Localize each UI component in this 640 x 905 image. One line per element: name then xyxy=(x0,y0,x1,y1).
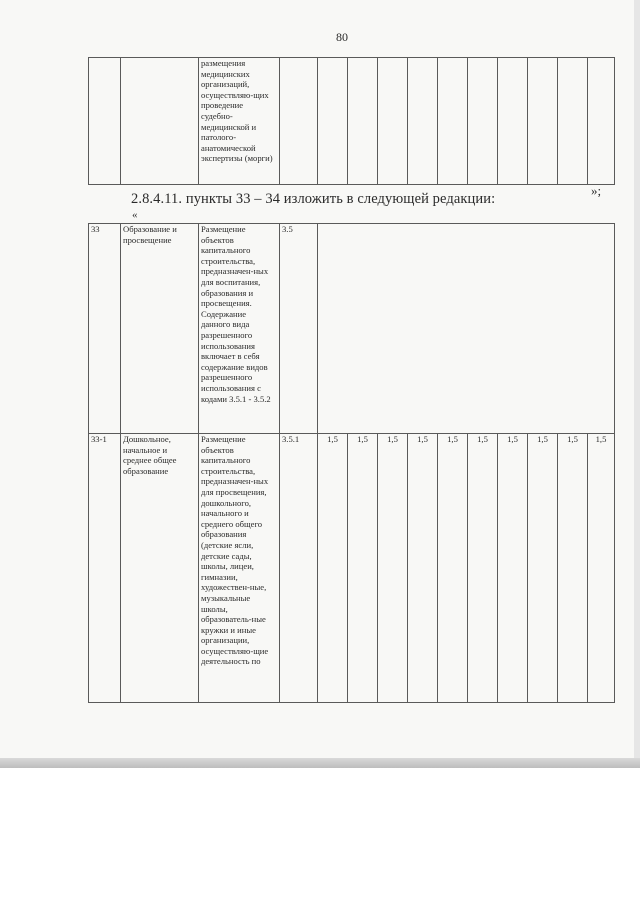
cell-value xyxy=(468,58,498,185)
parameter-value: 1,5 xyxy=(378,434,408,703)
use-name: Образование и просвещение xyxy=(121,224,199,434)
opening-quote: « xyxy=(132,209,138,221)
parameter-value: 1,5 xyxy=(318,434,348,703)
row-number: 33-1 xyxy=(89,434,121,703)
parameter-value: 1,5 xyxy=(438,434,468,703)
closing-quote: »; xyxy=(591,183,602,198)
cell-value xyxy=(558,58,588,185)
use-description: Размещение объектов капитального строительства, предназначен-ных для просвещения, дошкольного, начального и среднего общего образования (детские ясли, детские сады, школы, лицеи, гимназии, художествен-ные, музыкальные школы, образователь-ные кружки и иные организации, осуществляю-щие деятельность по xyxy=(199,434,280,703)
cell-value xyxy=(528,58,558,185)
use-code: 3.5.1 xyxy=(280,434,318,703)
parameter-value: 1,5 xyxy=(498,434,528,703)
scan-edge-right xyxy=(634,0,640,768)
section-heading: 2.8.4.11. пункты 33 – 34 изложить в следующей редакции: xyxy=(131,191,496,207)
use-code: 3.5 xyxy=(280,224,318,434)
table-row xyxy=(89,434,615,703)
row-number: 33 xyxy=(89,224,121,434)
cell-number xyxy=(89,58,121,185)
parameter-value: 1,5 xyxy=(528,434,558,703)
cell-value xyxy=(438,58,468,185)
merged-empty-cell xyxy=(318,224,615,434)
continued-table xyxy=(88,57,615,185)
scan-edge-bottom xyxy=(0,758,640,768)
cell-value xyxy=(348,58,378,185)
parameter-value: 1,5 xyxy=(348,434,378,703)
parameter-value: 1,5 xyxy=(468,434,498,703)
cell-value xyxy=(408,58,438,185)
cell-name xyxy=(121,58,199,185)
land-use-table xyxy=(88,223,615,703)
cell-value xyxy=(498,58,528,185)
parameter-value: 1,5 xyxy=(588,434,615,703)
cell-value xyxy=(318,58,348,185)
cell-description: размещения медицинских организаций, осуществляю-щих проведение судебно-медицинской и патолого-анатомической экспертизы (морги) xyxy=(199,58,280,185)
parameter-value: 1,5 xyxy=(408,434,438,703)
table-row xyxy=(89,224,615,434)
cell-value xyxy=(588,58,615,185)
parameter-value: 1,5 xyxy=(558,434,588,703)
page-number: 80 xyxy=(336,30,348,44)
use-name: Дошкольное, начальное и среднее общее образование xyxy=(121,434,199,703)
cell-code xyxy=(280,58,318,185)
cell-value xyxy=(378,58,408,185)
use-description: Размещение объектов капитального строительства, предназначен-ных для воспитания, образования и просвещения. Содержание данного вида разрешенного использования включает в себя содержание видов разрешенного использования с кодами 3.5.1 - 3.5.2 xyxy=(199,224,280,434)
